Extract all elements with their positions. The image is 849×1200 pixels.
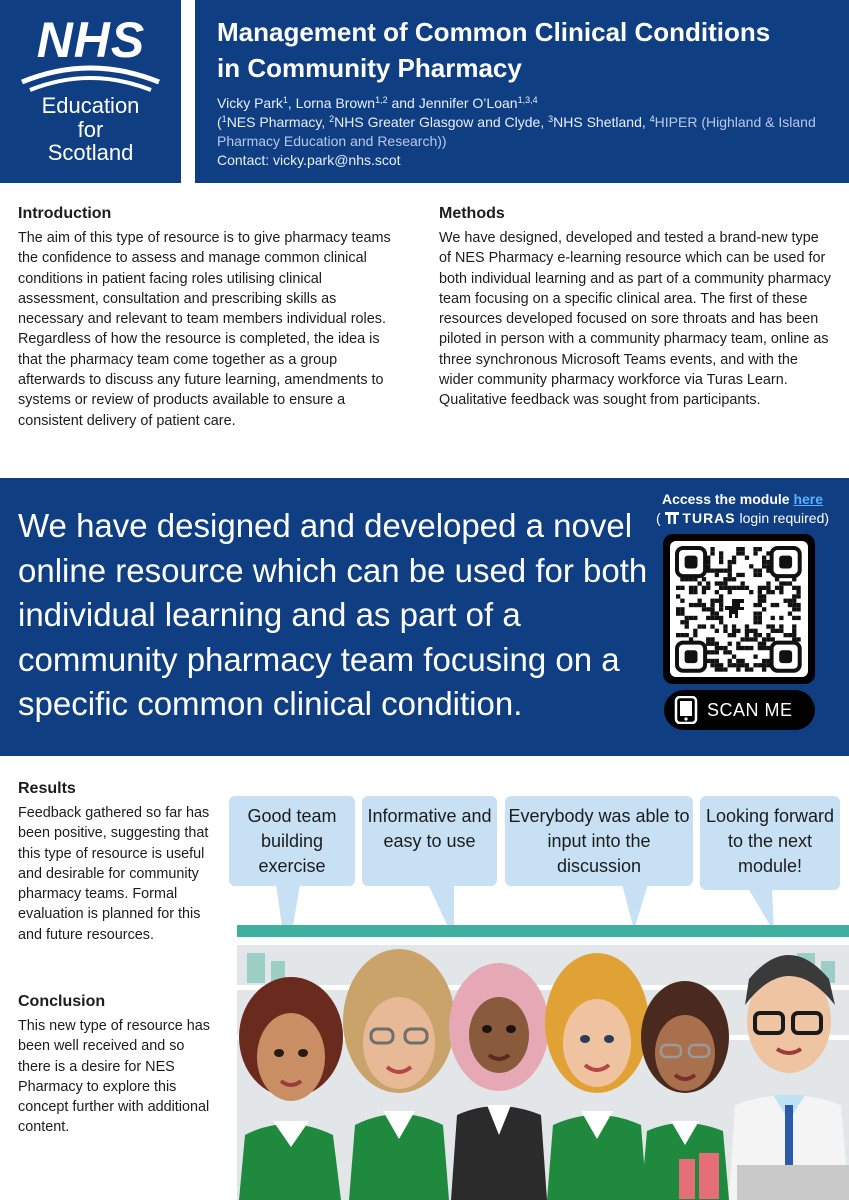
results-section [18,779,218,945]
affiliations-open: ( [217,114,222,130]
introduction-body: The aim of this type of resource is to give pharmacy teams the confidence to assess and manage common clinical conditions in patient facing roles utilising clinical assessment, consultation and prescribing skills as necessary and relevant to team members individual roles. Regardless of how the resource is completed, the idea is that the pharmacy team come together as a group afterwards to discuss any future learning, amendments to systems or review of products available to ensure a consistent delivery of patient care. [18,230,391,429]
feedback-bubble-4-text: Looking forward to the next module! [705,806,835,876]
login-note-open: ( [655,510,661,526]
title-block [195,0,849,183]
turas-wordmark: TURAS [682,510,736,526]
conclusion-body: This new type of resource has been well received and so there is a desire for NES Pharmacy to explore this concept further with additional content. [18,1018,210,1136]
qr-finder-pattern [677,643,705,671]
logo-scotland: Scotland [47,140,134,165]
methods-section [439,204,831,411]
key-message-text: We have designed and developed a novel online resource which can be used for both individual learning and as part of a community pharmacy team focusing on a specific common clinical condition. [18,507,648,722]
affiliation-nhs-shetland: NHS Shetland, [553,114,650,130]
access-module-label: Access the module [661,491,794,507]
author-jennifer-oloan: and Jennifer O’Loan [387,95,518,111]
poster-header [0,0,849,183]
feedback-bubble-3 [505,796,693,886]
logo-for: for [77,117,104,142]
pharmacy-team-illustration [237,925,849,1200]
author3-affiliation: 1,3,4 [517,95,538,105]
contact-email: Contact: vicky.park@nhs.scot [217,152,401,168]
affiliations [217,113,837,151]
affiliation-hiper: HIPER (Highland & Island Pharmacy Education and Research)) [217,114,816,149]
turas-logo-icon [665,512,679,524]
introduction-heading: Introduction [18,205,112,222]
feedback-bubble-1-text: Good team building exercise [247,806,337,876]
feedback-bubble-2-text: Informative and easy to use [367,806,492,851]
aff4-number: 4 [649,114,655,124]
introduction-section [18,204,398,431]
qr-code[interactable] [663,534,815,684]
nhs-arc-icon [18,60,163,96]
author-lorna-brown: , Lorna Brown [287,95,376,111]
dinosaur-icon [725,599,744,618]
scan-me-label: SCAN ME [707,700,793,720]
affiliation-nes-pharmacy: NES Pharmacy, [226,114,330,130]
phone-icon [674,696,698,724]
author-names [217,94,837,113]
qr-finder-pattern [772,548,800,576]
aff2-number: 2 [329,114,335,124]
qr-finder-pattern [677,548,705,576]
feedback-bubble-2 [362,796,497,886]
scan-me-badge [664,690,815,730]
login-required-text: login required) [735,510,830,526]
module-link[interactable]: here [793,491,824,507]
author2-affiliation: 1,2 [375,95,388,105]
methods-heading: Methods [439,205,505,222]
qr-finder-pattern [772,643,800,671]
author1-affiliation: 1 [282,95,288,105]
nhs-education-scotland-logo [0,0,181,183]
aff3-number: 3 [548,114,554,124]
feedback-bubble-4 [700,796,840,890]
results-body: Feedback gathered so far has been positive, suggesting that this type of resource is useful and desirable for community pharmacy teams. Formal evaluation is planned for this and future resources. [18,805,210,943]
aff1-number: 1 [221,114,227,124]
author-vicky-park: Vicky Park [217,95,283,111]
poster-title-line1: Management of Common Clinical Conditions [217,17,771,47]
access-module-note [645,490,840,528]
affiliation-nhs-ggc: NHS Greater Glasgow and Clyde, [334,114,549,130]
poster-title [217,14,837,86]
feedback-bubble-1 [229,796,355,886]
authors-block [217,94,837,170]
conclusion-section [18,992,218,1138]
feedback-bubble-3-text: Everybody was able to input into the discussion [508,806,690,876]
poster-title-line2: in Community Pharmacy [217,53,522,83]
logo-education: Education [41,93,140,118]
key-message-banner [0,478,849,756]
methods-body: We have designed, developed and tested a brand-new type of NES Pharmacy e-learning resource which can be used for both individual learning and as part of a community pharmacy team focusing on a specific clinical area. The first of these resources developed focused on sore throats and has been piloted in person with a community pharmacy team, online as three synchronous Microsoft Teams events, and with the wider community pharmacy workforce via Turas Learn. Qualitative feedback was sought from participants. [439,230,831,409]
qr-code-pattern [670,541,808,677]
nhs-logo-text: NHS [36,12,146,68]
conclusion-heading: Conclusion [18,993,106,1010]
results-heading: Results [18,780,76,797]
